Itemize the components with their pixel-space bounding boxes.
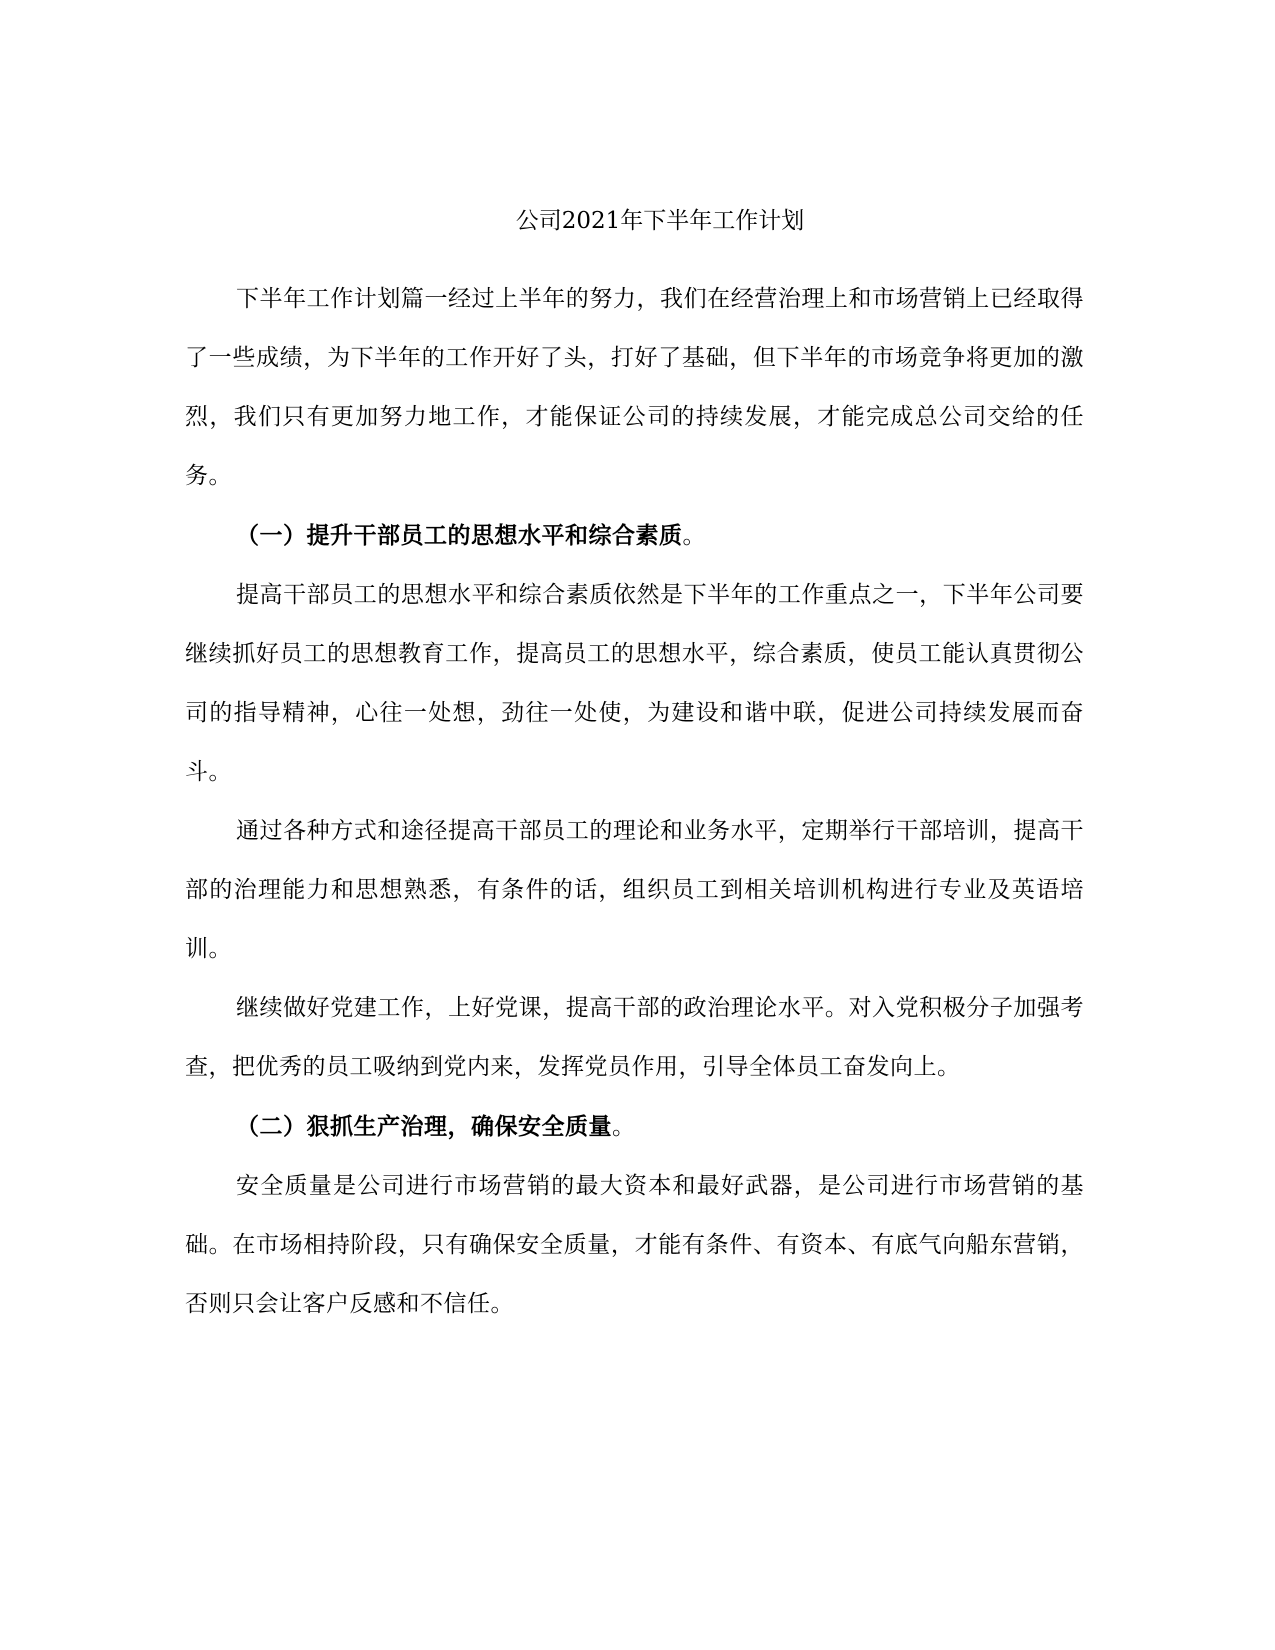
document-body (185, 270, 1084, 1334)
paragraph-training: 通过各种方式和途径提高干部员工的理论和业务水平，定期举行干部培训，提高干部的治理能力和思想熟悉，有条件的话，组织员工到相关培训机构进行专业及英语培训。 (185, 818, 1084, 962)
section-heading-1-punct: 。 (682, 523, 706, 549)
section-heading-1 (185, 506, 1084, 566)
section-heading-2 (185, 1097, 1084, 1157)
section-heading-2-text: （二）狠抓生产治理，确保安全质量 (236, 1113, 612, 1140)
paragraph-staff-quality: 提高干部员工的思想水平和综合素质依然是下半年的工作重点之一，下半年公司要继续抓好员工的思想教育工作，提高员工的思想水平，综合素质，使员工能认真贯彻公司的指导精神，心往一处想，劲往一处使，为建设和谐中联，促进公司持续发展而奋斗。 (185, 582, 1084, 785)
paragraph-intro: 下半年工作计划篇一经过上半年的努力，我们在经营治理上和市场营销上已经取得了一些成绩，为下半年的工作开好了头，打好了基础，但下半年的市场竞争将更加的激烈，我们只有更加努力地工作，才能保证公司的持续发展，才能完成总公司交给的任务。 (185, 286, 1084, 489)
paragraph-party-building: 继续做好党建工作，上好党课，提高干部的政治理论水平。对入党积极分子加强考查，把优秀的员工吸纳到党内来，发挥党员作用，引导全体员工奋发向上。 (185, 995, 1084, 1080)
section-heading-1-text: （一）提升干部员工的思想水平和综合素质 (236, 522, 683, 549)
document-title: 公司2021年下半年工作计划 (515, 208, 805, 234)
paragraph-safety-quality: 安全质量是公司进行市场营销的最大资本和最好武器，是公司进行市场营销的基础。在市场相持阶段，只有确保安全质量，才能有条件、有资本、有底气向船东营销，否则只会让客户反感和不信任。 (185, 1173, 1084, 1317)
section-heading-2-punct: 。 (612, 1114, 636, 1140)
